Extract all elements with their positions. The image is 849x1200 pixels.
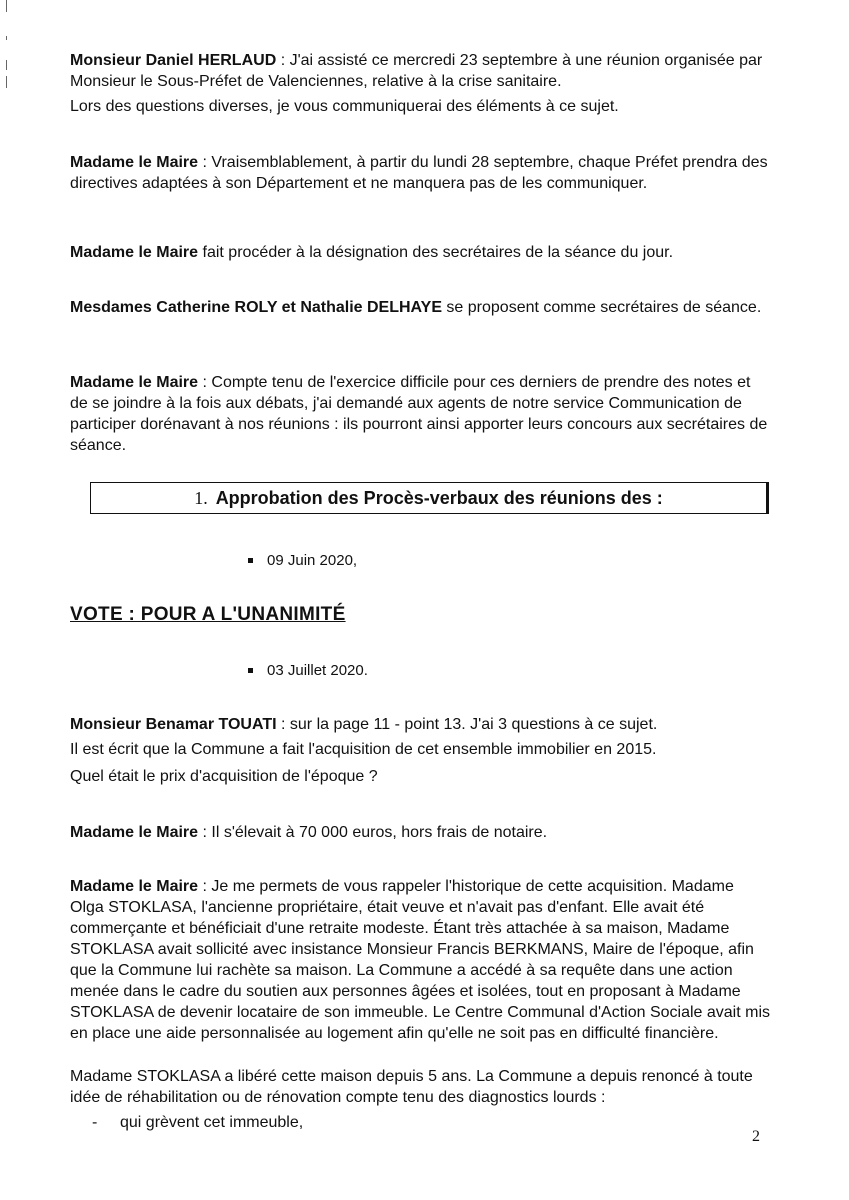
vote-result: VOTE : POUR A L'UNANIMITÉ xyxy=(70,604,346,625)
paragraph-maire-3 xyxy=(70,372,770,456)
list-item xyxy=(248,661,368,681)
speaker-name: Mesdames Catherine ROLY et Nathalie DELHAYE xyxy=(70,299,442,316)
list-item xyxy=(248,551,357,571)
section-number: 1. xyxy=(194,487,208,508)
paragraph-touati xyxy=(70,714,770,735)
speaker-name: Madame le Maire xyxy=(70,878,199,895)
speaker-name: Madame le Maire xyxy=(70,374,199,391)
page-number: 2 xyxy=(752,1128,760,1145)
paragraph-text: se proposent comme secrétaires de séance. xyxy=(441,299,762,316)
paragraph-maire-4 xyxy=(70,822,770,843)
section-heading xyxy=(90,482,769,514)
paragraph-maire-1 xyxy=(70,152,770,194)
paragraph-text: : Il s'élevait à 70 000 euros, hors frais de notaire. xyxy=(198,824,548,841)
binder-mark xyxy=(6,76,7,88)
paragraph-text: Madame STOKLASA a libéré cette maison depuis 5 ans. La Commune a depuis renoncé à toute idée de réhabilitation ou de rénovation compte tenu des diagnostics lourds : xyxy=(70,1068,753,1106)
section-title: Approbation des Procès-verbaux des réunions des : xyxy=(215,487,663,508)
square-bullet-icon xyxy=(248,558,253,563)
paragraph-text: Lors des questions diverses, je vous communiquerai des éléments à ce sujet. xyxy=(70,98,619,115)
paragraph-text: : Vraisemblablement, à partir du lundi 28 septembre, chaque Préfet prendra des directives adaptées à son Département et ne manquera pas de les communiquer. xyxy=(70,154,768,192)
paragraph-maire-5 xyxy=(70,876,770,1044)
paragraph-text: fait procéder à la désignation des secrétaires de la séance du jour. xyxy=(198,244,674,261)
paragraph-text: : J'ai assisté ce mercredi 23 septembre à une réunion organisée par Monsieur le Sous-Préfet de Valenciennes, relative à la crise sanitaire. xyxy=(70,52,763,90)
paragraph-herlaud xyxy=(70,50,770,92)
paragraph-text: : sur la page 11 - point 13. J'ai 3 questions à ce sujet. xyxy=(276,716,658,733)
speaker-name: Monsieur Benamar TOUATI xyxy=(70,716,277,733)
list-item-text: 09 Juin 2020, xyxy=(267,552,358,569)
paragraph-maire-2 xyxy=(70,242,770,263)
list-item-text: 03 Juillet 2020. xyxy=(267,662,368,679)
dash-marker: - xyxy=(92,1114,98,1131)
binder-mark xyxy=(6,60,7,70)
paragraph-text: Il est écrit que la Commune a fait l'acquisition de cet ensemble immobilier en 2015. xyxy=(70,741,657,758)
binder-mark xyxy=(6,0,7,12)
speaker-name: Monsieur Daniel HERLAUD xyxy=(70,52,277,69)
speaker-name: Madame le Maire xyxy=(70,154,199,171)
dash-list-item xyxy=(92,1112,303,1133)
paragraph-text: Quel était le prix d'acquisition de l'époque ? xyxy=(70,768,378,785)
paragraph-text: : Je me permets de vous rappeler l'historique de cette acquisition. Madame Olga STOKLASA, l'ancienne propriétaire, était veuve et n'avait pas d'enfant. Elle avait été commerçante et bénéficiait d'une retraite modeste. Étant très attachée à sa maison, Madame STOKLASA avait sollicité avec insistance Monsieur Francis BERKMANS, Maire de l'époque, afin que la Commune lui rachète sa maison. La Commune a accédé à sa requête dans une action menée dans le cadre du soutien aux personnes âgées et isolées, tout en proposant à Madame STOKLASA de devenir locataire de son immeuble. Le Centre Communal d'Action Sociale avait mis en place une aide personnalisée au logement afin qu'elle ne soit pas en difficulté financière. xyxy=(70,878,770,1042)
speaker-name: Madame le Maire xyxy=(70,244,199,261)
list-item-text: qui grèvent cet immeuble, xyxy=(120,1114,304,1131)
square-bullet-icon xyxy=(248,668,253,673)
speaker-name: Madame le Maire xyxy=(70,824,199,841)
paragraph-secretaires xyxy=(70,297,770,318)
binder-mark xyxy=(6,36,7,40)
paragraph-text: : Compte tenu de l'exercice difficile pour ces derniers de prendre des notes et de se joindre à la fois aux débats, j'ai demandé aux agents de notre service Communication de participer dorénavant à nos réunions : ils pourront ainsi apporter leurs concours aux secrétaires de séance. xyxy=(70,374,768,454)
